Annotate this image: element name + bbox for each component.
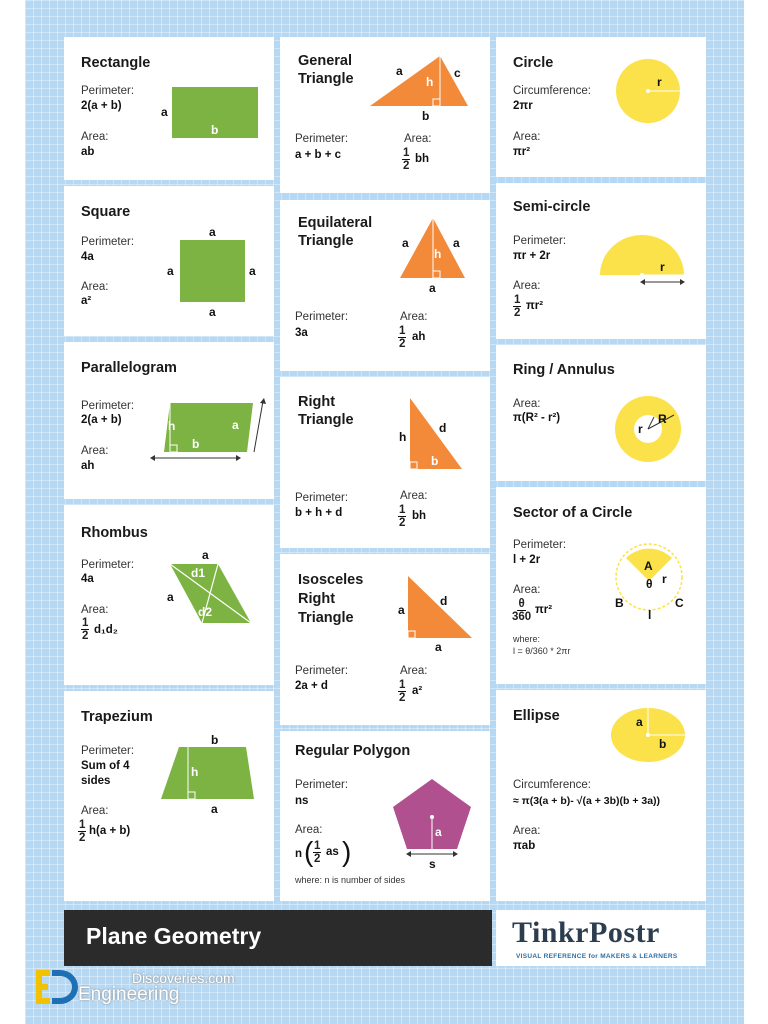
ring-diagram [614,395,686,465]
perimeter-label: Perimeter: [295,311,349,323]
card-title-line-2: Triangle [298,233,354,249]
perimeter-label: Perimeter: [295,665,349,677]
where-label: where: [513,634,541,644]
side-bottom-label: a [209,305,216,319]
r-label: r [662,572,667,586]
card-isosceles-right-triangle [280,554,490,725]
equilateral-triangle-diagram [398,216,468,298]
trapezium-diagram [158,733,258,815]
card-title-line-3: Triangle [298,610,354,626]
a-left-label: a [167,590,174,604]
area-fraction [398,679,406,704]
a-bottom-label: a [435,640,442,654]
perimeter-formula: ns [295,795,309,807]
r-small-label: r [638,422,643,436]
perimeter-formula: l + 2r [513,554,541,566]
close-paren: ) [342,836,352,867]
card-sector [496,487,706,684]
side-top-label: a [209,225,216,239]
regular-polygon-diagram [390,777,474,871]
circle-diagram [614,59,684,129]
area-fraction [513,294,521,319]
card-title: Ellipse [513,708,560,724]
card-title-line-1: Equilateral [298,215,373,231]
card-ring [496,345,706,481]
area-formula: d₁d₂ [94,624,118,636]
area-formula: π(R² - r²) [513,412,561,424]
card-title-line-1: General [298,53,352,69]
area-fraction [398,504,406,529]
general-triangle-diagram [370,52,480,122]
perimeter-label: Perimeter: [513,539,567,551]
brand-logo: TinkrPostr [512,916,660,949]
card-title: Regular Polygon [295,743,411,759]
area-label: Area: [400,490,428,502]
right-triangle-diagram [396,395,468,475]
card-title: Circle [513,55,554,71]
card-trapezium [64,691,274,901]
fraction-denominator: 360 [512,611,532,623]
a-label: a [232,418,239,432]
triangle-shape [370,56,468,106]
fraction-numerator: 1 [514,294,521,306]
perimeter-label: Perimeter: [81,236,135,248]
card-title: Trapezium [81,709,153,725]
watermark-line-1: Discoveries.com [132,970,235,986]
watermark-logo-icon [32,966,80,1010]
card-title: Semi-circle [513,199,591,215]
h-label: h [434,247,442,261]
card-title: Square [81,204,131,220]
d1-label: d1 [191,566,206,580]
perimeter-label: Perimeter: [295,779,349,791]
area-formula: πr² [526,300,544,312]
circumference-label: Circumference: [513,779,591,791]
perimeter-label: Perimeter: [81,85,135,97]
d-label: d [439,421,447,435]
card-rectangle [64,37,274,180]
perimeter-formula: 3a [295,327,308,339]
card-title: Rhombus [81,525,148,541]
area-label: Area: [400,311,428,323]
area-fraction [512,598,531,623]
area-fraction [402,147,410,172]
card-title: Rectangle [81,55,151,71]
area-label: Area: [513,131,541,143]
perimeter-formula: a + b + c [295,149,342,161]
circumference-label: Circumference: [513,85,591,97]
a-label: a [636,715,643,729]
area-formula: πr² [513,146,531,158]
fraction-numerator: 1 [79,819,86,831]
area-formula: ah [412,331,426,343]
area-label: Area: [81,805,109,817]
r-label: r [660,260,665,274]
area-label: Area: [513,584,541,596]
area-label: Area: [81,445,109,457]
card-ellipse [496,690,706,901]
card-title-line-1: Right [298,394,336,410]
a-left-label: a [398,603,405,617]
area-fraction [398,325,406,350]
perimeter-label: Perimeter: [81,400,135,412]
perimeter-label: Perimeter: [513,235,567,247]
fraction-numerator: 1 [399,679,406,691]
a-bottom-label: a [429,281,436,295]
area-formula: πr² [535,604,553,616]
watermark [32,966,262,1012]
perimeter-formula: b + h + d [295,507,343,519]
card-title-line-2: Triangle [298,71,354,87]
b-label: b [192,437,200,451]
semicircle-diagram [598,235,690,293]
theta-label: θ [646,577,653,591]
card-title: Ring / Annulus [513,362,615,378]
fraction-denominator: 2 [79,832,86,844]
perimeter-formula: 2(a + b) [81,100,122,112]
fraction-denominator: 2 [399,338,406,350]
A-label: A [644,559,653,573]
trapezium-shape [161,747,254,799]
h-label: h [399,430,407,444]
h-label: h [426,75,434,89]
b-label: b [659,737,667,751]
ellipse-diagram [610,706,690,764]
square-shape [180,240,245,302]
perimeter-line-2: sides [81,775,111,787]
parallelogram-diagram [150,398,268,464]
card-title-line-1: Isosceles [298,572,364,588]
fraction-denominator: 2 [514,307,521,319]
card-rhombus [64,505,274,685]
card-title: Sector of a Circle [513,505,633,521]
area-prefix: n [295,848,303,860]
fraction-numerator: 1 [399,325,406,337]
perimeter-formula: 2a + d [295,680,328,692]
watermark-line-2: Engineering [78,984,180,1005]
card-title: Parallelogram [81,360,177,376]
fraction-numerator: 1 [403,147,410,159]
circumference-formula: ≈ π(3(a + b)- √(a + 3b)(b + 3a)) [513,795,661,807]
B-label: B [615,596,624,610]
card-right-triangle [280,377,490,548]
fraction-numerator: 1 [399,504,406,516]
c-label: c [454,66,461,80]
side-a-label: a [161,105,168,119]
perimeter-label: Perimeter: [81,745,135,757]
d-label: d [440,594,448,608]
sector-diagram [610,541,690,625]
a-right-label: a [453,236,460,250]
fraction-denominator: 2 [403,160,410,172]
a-label: a [211,802,218,816]
fraction-denominator: 2 [314,853,321,865]
rhombus-diagram [164,545,262,631]
fraction-numerator: 1 [82,617,89,629]
area-label: Area: [513,825,541,837]
perimeter-formula: 2(a + b) [81,414,122,426]
poster-title: Plane Geometry [86,923,262,949]
area-label: Area: [295,824,323,836]
area-formula: ab [81,146,95,158]
brand-panel [496,910,706,966]
side-left-label: a [167,264,174,278]
isosceles-right-triangle-diagram [398,574,478,654]
r-label: r [657,75,662,89]
area-label: Area: [81,604,109,616]
polygon-note: where: n is number of sides [295,875,406,885]
b-label: b [422,109,430,123]
card-equilateral-triangle [280,200,490,371]
open-paren: ( [304,836,314,867]
area-label: Area: [81,131,109,143]
perimeter-formula: πr + 2r [513,250,551,262]
r-big-label: R [658,412,667,426]
s-label: s [429,857,436,871]
area-formula: h(a + b) [89,825,131,837]
a-left-label: a [402,236,409,250]
area-fraction [313,840,321,865]
square-diagram [164,224,264,320]
card-semicircle [496,183,706,339]
fraction-denominator: 2 [399,692,406,704]
area-formula: a² [81,295,92,307]
area-label: Area: [513,280,541,292]
side-b-label: b [211,123,219,137]
circumference-formula: 2πr [513,100,533,112]
perimeter-line-1: Sum of 4 [81,760,130,772]
arc-length-note: l = θ/360 * 2πr [513,646,571,656]
perimeter-formula: 4a [81,251,94,263]
card-title-line-2: Triangle [298,412,354,428]
h-label: h [191,765,199,779]
area-formula: ah [81,460,95,472]
card-parallelogram [64,342,274,499]
area-formula: a² [412,685,423,697]
b-label: b [211,733,219,747]
a-label: a [435,825,442,839]
perimeter-label: Perimeter: [295,133,349,145]
perimeter-label: Perimeter: [81,559,135,571]
perimeter-formula: 4a [81,573,94,585]
area-formula: as [326,846,339,858]
rectangle-diagram [158,85,268,145]
fraction-denominator: 2 [399,517,406,529]
b-label: b [431,454,439,468]
d2-label: d2 [198,605,213,619]
a-label: a [396,64,403,78]
area-fraction [81,617,89,642]
side-right-label: a [249,264,256,278]
area-fraction [78,819,86,844]
fraction-numerator: θ [518,598,525,610]
area-label: Area: [400,665,428,677]
C-label: C [675,596,684,610]
area-formula: bh [415,153,430,165]
a-top-label: a [202,548,209,562]
title-banner [64,910,492,966]
fraction-numerator: 1 [314,840,321,852]
perimeter-label: Perimeter: [295,492,349,504]
area-label: Area: [404,133,432,145]
brand-tagline: VISUAL REFERENCE for MAKERS & LEARNERS [516,953,678,960]
card-general-triangle [280,37,490,193]
card-title-line-2: Right [298,591,336,607]
card-regular-polygon [280,731,490,901]
h-label: h [168,419,176,433]
l-label: l [648,608,652,622]
card-circle [496,37,706,177]
card-square [64,186,274,336]
semicircle-shape [600,235,684,275]
area-label: Area: [513,398,541,410]
area-formula: bh [412,510,427,522]
area-formula: πab [513,840,536,852]
fraction-denominator: 2 [82,630,89,642]
area-label: Area: [81,281,109,293]
